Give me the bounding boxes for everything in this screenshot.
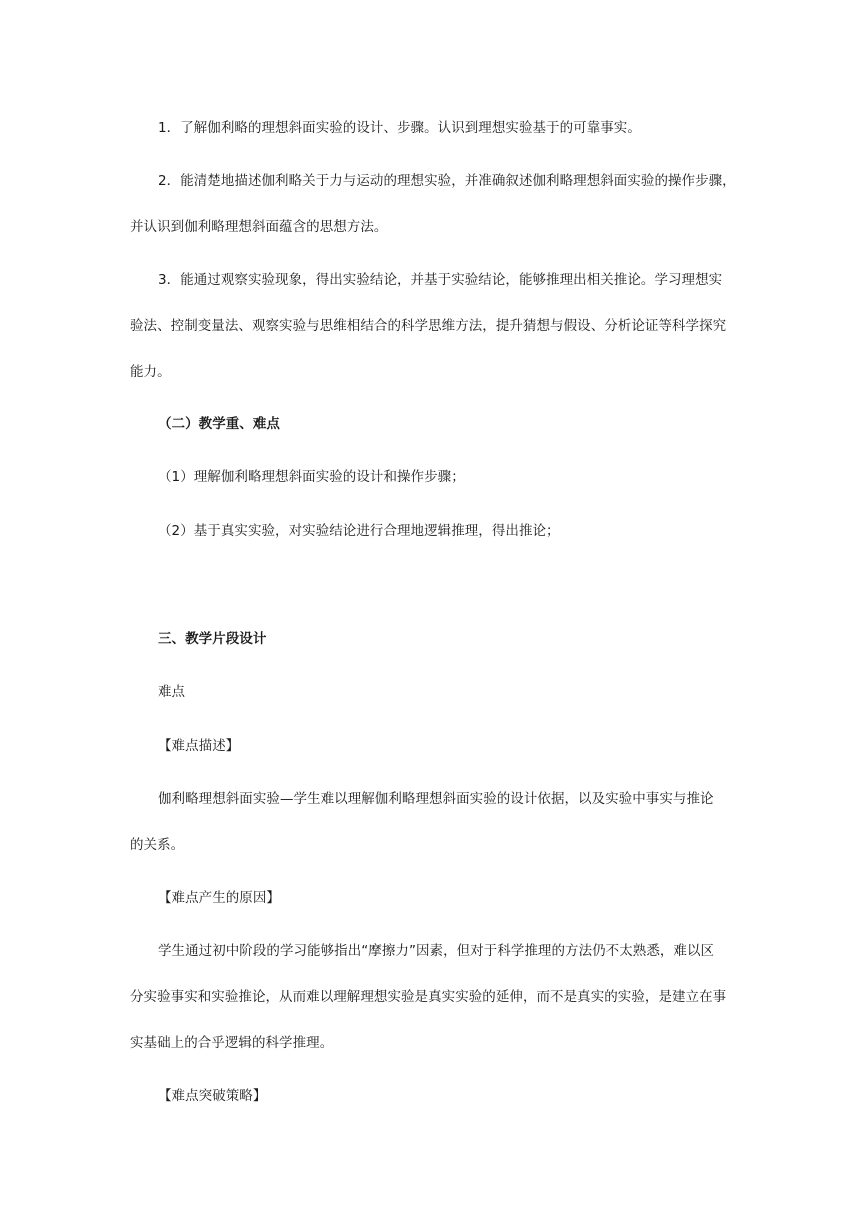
key-point-2: （2）基于真实实验，对实验结论进行合理地逻辑推理，得出推论； <box>158 523 560 539</box>
objective-3-line-1: 3．能通过观察实验现象，得出实验结论，并基于实验结论，能够推理出相关推论。学习理想实 <box>158 272 723 288</box>
difficulty-cause-line-2: 分实验事实和实验推论，从而难以理解理想实验是真实实验的延伸，而不是真实的实验，是建立在事 <box>130 989 727 1005</box>
objective-3-line-3: 能力。 <box>130 364 171 380</box>
objective-2-line-1: 2．能清楚地描述伽利略关于力与运动的理想实验，并准确叙述伽利略理想斜面实验的操作步骤， <box>158 173 736 189</box>
difficulty-cause-label: 【难点产生的原因】 <box>158 890 280 906</box>
objective-2-line-2: 并认识到伽利略理想斜面蕴含的思想方法。 <box>130 219 388 235</box>
objective-1: 1．了解伽利略的理想斜面实验的设计、步骤。认识到理想实验基于的可靠事实。 <box>158 120 641 136</box>
difficulty-description-label: 【难点描述】 <box>158 738 240 754</box>
difficulty-subheading: 难点 <box>158 684 186 700</box>
difficulty-description-line-1: 伽利略理想斜面实验—学生难以理解伽利略理想斜面实验的设计依据，以及实验中事实与推论 <box>158 791 714 807</box>
difficulty-cause-line-1: 学生通过初中阶段的学习能够指出“摩擦力”因素，但对于科学推理的方法仍不太熟悉，难以区 <box>158 943 715 959</box>
section-heading: 三、教学片段设计 <box>158 631 267 647</box>
objective-3-line-2: 验法、控制变量法、观察实验与思维相结合的科学思维方法，提升猜想与假设、分析论证等科学探究 <box>130 318 727 334</box>
difficulty-strategy-label: 【难点突破策略】 <box>158 1088 267 1104</box>
key-point-1: （1）理解伽利略理想斜面实验的设计和操作步骤； <box>158 469 465 485</box>
difficulty-description-line-2: 的关系。 <box>130 837 185 853</box>
key-points-heading: （二）教学重、难点 <box>158 416 280 432</box>
difficulty-cause-line-3: 实基础上的合乎逻辑的科学推理。 <box>130 1035 334 1051</box>
